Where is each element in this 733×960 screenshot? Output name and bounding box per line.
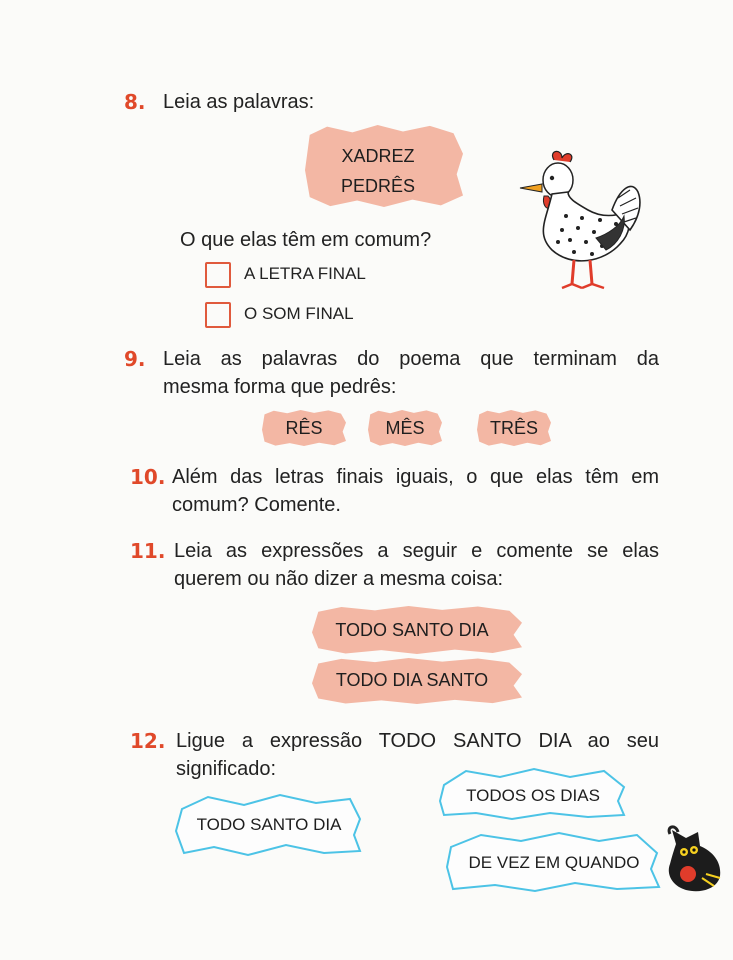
cat-illustration [662, 824, 730, 896]
meaning-option-1[interactable]: TODOS OS DIAS [466, 786, 600, 805]
q8-number: 8. [124, 90, 146, 114]
q11-number: 11. [130, 539, 166, 563]
q9-word-3: TRÊS [489, 418, 538, 438]
q9-number: 9. [124, 347, 146, 371]
q12-number: 12. [130, 729, 166, 753]
q12-line-1: Ligue a expressão TODO SANTO DIA ao seu [176, 730, 659, 752]
q8-option-1-checkbox[interactable] [205, 262, 231, 288]
q8-word-2: PEDRÊS [340, 176, 416, 196]
q9-line-1: Leia as palavras do poema que terminam da [163, 348, 659, 370]
q8-prompt: Leia as palavras: [163, 91, 315, 113]
q9-word-2: MÊS [385, 418, 425, 438]
q10-line-1: Além das letras finais iguais, o que elas têm em [172, 466, 659, 488]
q10-line-2: comum? Comente. [172, 494, 341, 516]
q12-line-2: significado: [176, 758, 277, 780]
q8-word-1: XADREZ [341, 146, 415, 166]
q11-line-1: Leia as expressões a seguir e comente se elas [174, 540, 659, 562]
q9-line-2: mesma forma que pedrês: [163, 376, 397, 398]
q11-expression-1: TODO SANTO DIA [335, 620, 489, 640]
q8-option-2-checkbox[interactable] [205, 302, 231, 328]
q11-line-2: querem ou não dizer a mesma coisa: [174, 568, 504, 590]
q9-word-1: RÊS [285, 418, 323, 438]
q11-expression-2: TODO DIA SANTO [335, 670, 489, 690]
expression-todo-santo-dia[interactable]: TODO SANTO DIA [196, 815, 342, 834]
q10-number: 10. [130, 465, 166, 489]
hen-illustration [512, 150, 647, 298]
q8-option-1-label: A LETRA FINAL [244, 264, 366, 283]
q8-option-2-label: O SOM FINAL [244, 304, 354, 323]
meaning-option-2[interactable]: DE VEZ EM QUANDO [468, 853, 640, 872]
q8-question: O que elas têm em comum? [180, 229, 432, 251]
